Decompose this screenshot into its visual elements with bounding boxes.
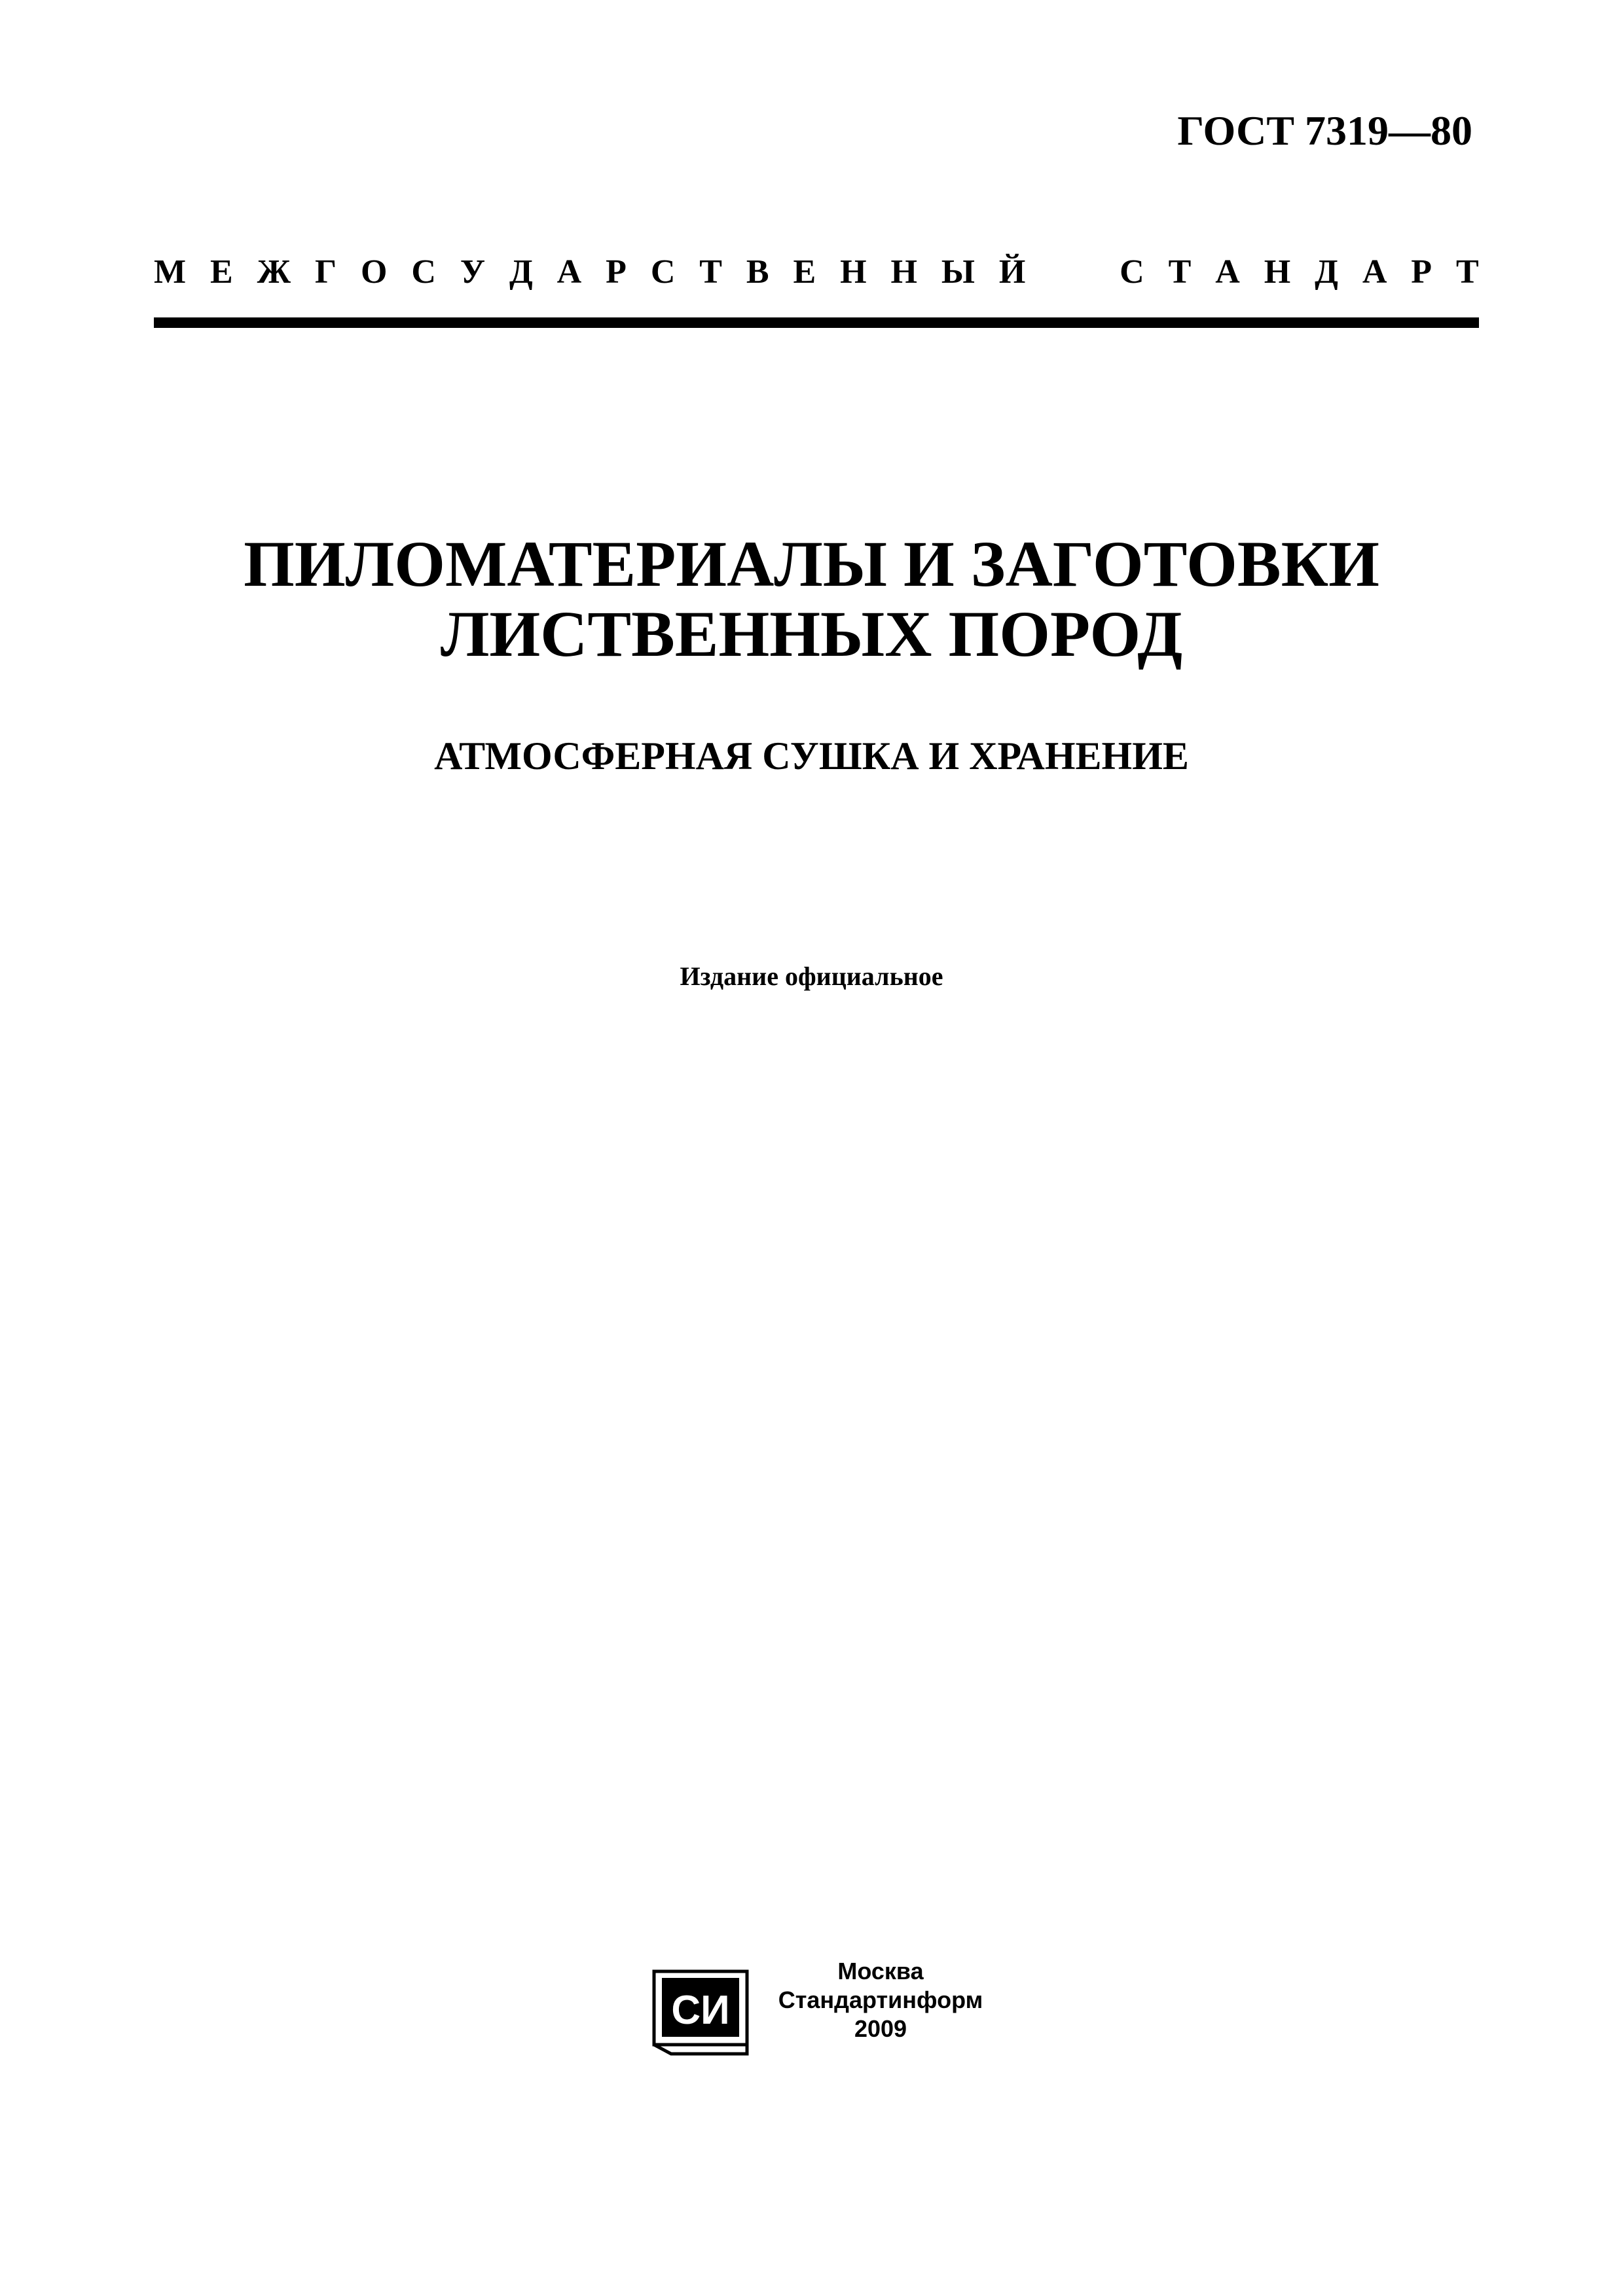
standard-type-letter: С [1120, 253, 1144, 291]
publisher-text [769, 1957, 992, 2043]
standard-type-letter: Н [1264, 253, 1291, 291]
standard-type-letter: Е [210, 253, 233, 291]
main-title-line: ПИЛОМАТЕРИАЛЫ И ЗАГОТОВКИ [244, 528, 1379, 600]
standard-type-letter: Т [1455, 253, 1479, 291]
header-rule [154, 317, 1479, 328]
publisher-name: Стандартинформ [778, 1986, 983, 2013]
standard-type-letter: А [556, 253, 582, 291]
standard-type-letter: Р [606, 253, 627, 291]
standard-type-letter: М [154, 253, 187, 291]
standard-type-letter: Ы [941, 253, 975, 291]
standard-type-letter: У [460, 253, 486, 291]
publisher-block [651, 1957, 1018, 2068]
standard-type-letter: А [1362, 253, 1387, 291]
standard-type-letter: Е [793, 253, 816, 291]
main-title-line: ЛИСТВЕННЫХ ПОРОД [440, 598, 1183, 670]
subtitle: АТМОСФЕРНАЯ СУШКА И ХРАНЕНИЕ [434, 734, 1189, 778]
standard-type-letter: Н [840, 253, 867, 291]
standard-type-letter: С [411, 253, 436, 291]
standard-type-letter: С [650, 253, 676, 291]
standard-type-letter: А [1215, 253, 1240, 291]
standard-type-letter: Т [1168, 253, 1192, 291]
edition-note: Издание официальное [680, 961, 943, 991]
standard-type [154, 255, 1479, 289]
logo-letters: СИ [671, 1988, 730, 2033]
gost-number: ГОСТ 7319—80 [1177, 107, 1472, 154]
publication-year: 2009 [854, 2015, 907, 2042]
standard-type-letter: Й [998, 253, 1026, 291]
standard-type-letter: Р [1411, 253, 1432, 291]
standard-type-letter: Д [509, 253, 533, 291]
standartinform-logo-icon [651, 1969, 750, 2057]
standard-type-letter: О [360, 253, 388, 291]
standard-type-letter: Н [890, 253, 917, 291]
standard-type-letter: Т [699, 253, 722, 291]
main-title [0, 529, 1623, 669]
standard-type-word-gap [1049, 255, 1095, 289]
standard-type-letter: Ж [257, 253, 291, 291]
standard-type-letter: Д [1315, 253, 1338, 291]
standard-type-letter: В [746, 253, 769, 291]
standard-type-letter: Г [314, 253, 337, 291]
publisher-city: Москва [837, 1958, 924, 1984]
